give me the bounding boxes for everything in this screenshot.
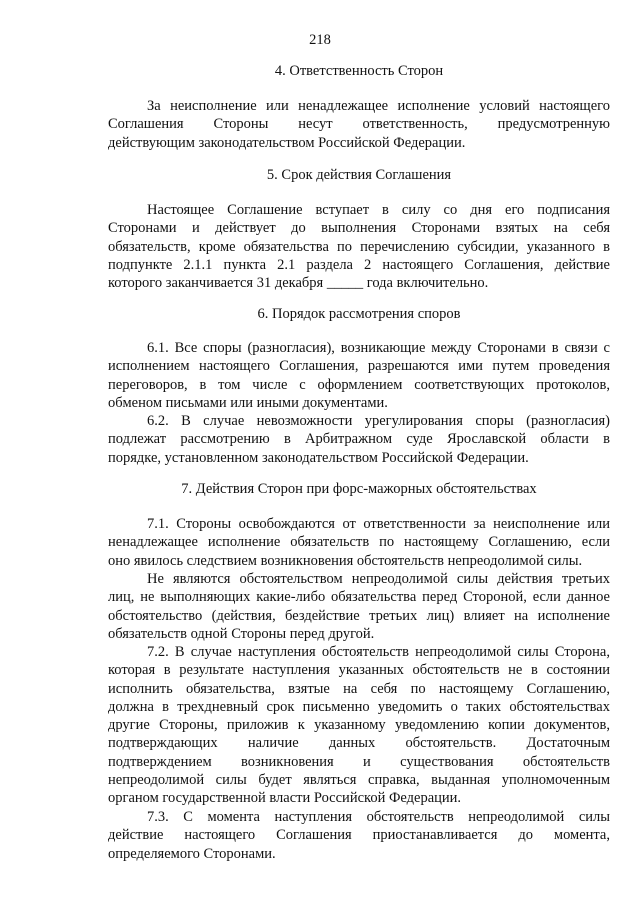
- text-line: 7.2. В случае наступления обстоятельств непреодолимой силы Сторона,: [147, 644, 610, 660]
- text-line: Не являются обстоятельством непреодолимой силы действия третьих: [147, 571, 610, 587]
- section-5-paragraph-1: [108, 201, 610, 292]
- text-line: обязательств одной Стороны перед другой.: [108, 625, 375, 642]
- section-6-title: 6. Порядок рассмотрения споров: [257, 306, 461, 322]
- text-line: которого заканчивается 31 декабря _____ года включительно.: [108, 275, 489, 292]
- text-line: подлежат рассмотрению в Арбитражном суде Ярославской области в: [108, 431, 610, 448]
- section-7-paragraph-1: [108, 515, 610, 570]
- section-4-paragraph-1: [108, 97, 610, 152]
- text-line: обстоятельство (действия, бездействие третьих лиц) влияет на исполнение: [108, 607, 610, 624]
- text-line: переговоров, в том числе с оформлением соответствующих протоколов,: [108, 376, 610, 393]
- text-line: должна в трехдневный срок письменно уведомить о таких обстоятельствах: [108, 698, 610, 715]
- section-7-paragraph-2: [108, 570, 610, 643]
- section-5-title: 5. Срок действия Соглашения: [266, 167, 452, 183]
- section-4-title: 4. Ответственность Сторон: [274, 63, 444, 79]
- page-number: 218: [309, 32, 331, 48]
- text-line: оно явилось следствием возникновения обстоятельств непреодолимой силы.: [108, 552, 583, 569]
- section-7-paragraph-3: [108, 643, 610, 808]
- text-line: которая в результате наступления указанных обстоятельств не в состоянии: [108, 662, 610, 679]
- text-line: обязательств, кроме обязательства по перечислению субсидии, указанного в: [108, 238, 610, 255]
- text-line: 6.2. В случае невозможности урегулирования споры (разногласия): [147, 413, 610, 429]
- text-line: определяемого Сторонами.: [108, 845, 276, 862]
- text-line: исполнением настоящего Соглашения, разрешаются ими путем проведения: [108, 358, 610, 375]
- text-line: непреодолимой силы будет являться справка, выданная уполномоченным: [108, 772, 610, 789]
- text-line: обменом письмами или иными документами.: [108, 394, 388, 411]
- text-line: исполнить обязательства, взятые на себя по настоящему Соглашению,: [108, 680, 610, 697]
- section-7-title: 7. Действия Сторон при форс-мажорных обстоятельствах: [181, 481, 537, 497]
- text-line: другие Стороны, приложив к указанному уведомлению копии документов,: [108, 717, 610, 734]
- text-line: За неисполнение или ненадлежащее исполнение условий настоящего: [147, 98, 610, 114]
- text-line: 6.1. Все споры (разногласия), возникающие между Сторонами в связи с: [147, 340, 610, 356]
- section-6-paragraph-1: [108, 339, 610, 412]
- text-line: подтверждением возникновения и существования обстоятельств: [108, 753, 610, 770]
- text-line: органом государственной власти Российской Федерации.: [108, 790, 462, 807]
- text-line: 7.3. С момента наступления обстоятельств непреодолимой силы: [147, 809, 610, 825]
- text-line: 7.1. Стороны освобождаются от ответственности за неисполнение или: [147, 516, 610, 532]
- text-line: действующим законодательством Российской Федерации.: [108, 134, 466, 151]
- section-6-paragraph-2: [108, 412, 610, 467]
- text-line: лиц, не выполняющих какие-либо обязательства перед Стороной, если данное: [108, 589, 610, 606]
- text-line: подпункте 2.1.1 пункта 2.1 раздела 2 настоящего Соглашения, действие: [108, 256, 610, 273]
- text-line: действие настоящего Соглашения приостанавливается до момента,: [108, 827, 610, 844]
- text-line: порядке, установленном законодательством Российской Федерации.: [108, 449, 529, 466]
- text-line: Сторонами и действует до выполнения Сторонами взятых на себя: [108, 220, 610, 237]
- text-line: ненадлежащее исполнение обязательств по настоящему Соглашению, если: [108, 534, 610, 551]
- text-line: Настоящее Соглашение вступает в силу со дня его подписания: [147, 202, 610, 218]
- section-7-paragraph-4: [108, 808, 610, 863]
- text-line: Соглашения Стороны несут ответственность, предусмотренную: [108, 116, 610, 133]
- text-line: подтверждающих наличие данных обстоятельств. Достаточным: [108, 735, 610, 752]
